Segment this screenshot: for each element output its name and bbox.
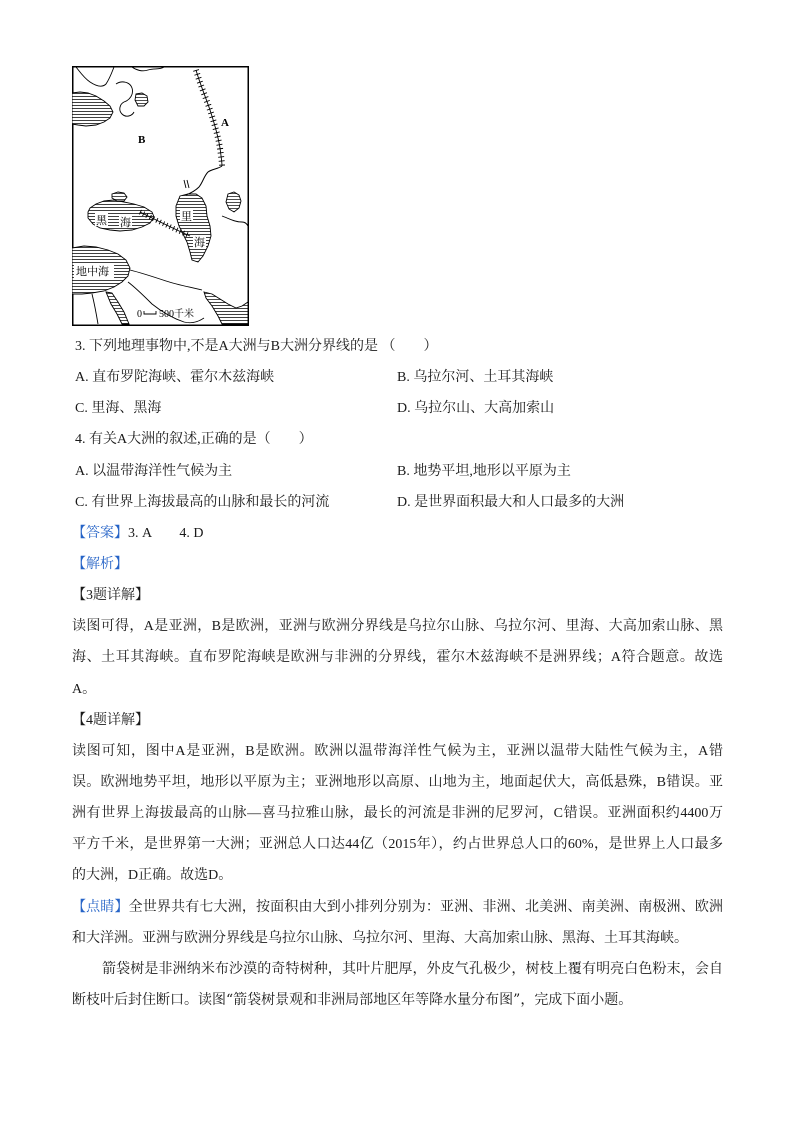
- scale-value: 500千米: [159, 309, 194, 320]
- question-4-option-c: C. 有世界上海拔最高的山脉和最长的河流: [75, 494, 330, 510]
- europe-asia-boundary-map: [72, 66, 249, 326]
- passage-line: 断枝叶后封住断口。读图“箭袋树景观和非洲局部地区年等降水量分布图”，完成下面小题。: [72, 991, 633, 1008]
- detail-4-line: 的大洲，D正确。故选D。: [72, 868, 233, 884]
- tip-label: 【点睛】: [72, 899, 129, 915]
- detail-4-line: 读图可知，图中A是亚洲，B是欧洲。欧洲以温带海洋性气候为主，亚洲以温带大陆性气候为主，A错: [72, 743, 723, 759]
- caspian-sea-label-2: 海: [194, 237, 205, 249]
- detail-4-line: 误。欧洲地势平坦，地形以平原为主；亚洲地形以高原、山地为主，地面起伏大，高低悬殊，B错误。亚: [72, 774, 723, 790]
- map-figure: [72, 66, 249, 326]
- question-4-option-d: D. 是世界面积最大和人口最多的大洲: [397, 494, 625, 510]
- exam-content: [72, 331, 723, 1016]
- passage-line: 箭袋树是非洲纳米布沙漠的奇特树种，其叶片肥厚，外皮气孔极少，树枝上覆有明亮白色粉末，会自: [102, 960, 723, 977]
- scale-zero: 0: [137, 309, 142, 320]
- analysis-label: 【解析】: [72, 556, 128, 572]
- detail-3-title: 【3题详解】: [72, 588, 149, 604]
- tip-line: [72, 892, 723, 923]
- question-4-stem: 4. 有关A大洲的叙述,正确的是（ ）: [75, 432, 313, 448]
- question-4-options-row-1: [72, 456, 723, 487]
- mediterranean-label: 地中海: [76, 266, 109, 278]
- black-sea-label-1: 黑: [96, 215, 107, 227]
- white-sea: [135, 93, 148, 106]
- detail-3-line: A。: [72, 681, 97, 697]
- continent-label-a: A: [221, 117, 229, 129]
- detail-3-line: 海、土耳其海峡。直布罗陀海峡是欧洲与非洲的分界线，霍尔木兹海峡不是洲界线；A符合题意。故选: [72, 650, 723, 666]
- detail-3-line: 读图可得，A是亚洲，B是欧洲，亚洲与欧洲分界线是乌拉尔山脉、乌拉尔河、里海、大高加索山脉、黑: [72, 619, 723, 635]
- tip-line: 和大洋洲。亚洲与欧洲分界线是乌拉尔山脉、乌拉尔河、里海、大高加索山脉、黑海、土耳其海峡。: [72, 930, 688, 946]
- answer-line: [72, 518, 723, 549]
- question-4-option-a: A. 以温带海洋性气候为主: [75, 463, 233, 479]
- question-3-option-c: C. 里海、黑海: [75, 401, 162, 417]
- question-3-options-row-1: [72, 362, 723, 393]
- detail-4-line: 平方千米，是世界第一大洲；亚洲总人口达44亿（2015年），约占世界总人口的60%，是世界上人口最多: [72, 837, 723, 853]
- continent-label-b: B: [138, 134, 146, 146]
- detail-4-line: 洲有世界上海拔最高的山脉—喜马拉雅山脉，最长的河流是非洲的尼罗河，C错误。亚洲面积约4400万: [72, 806, 723, 822]
- answer-text: 3. A 4. D: [128, 525, 204, 541]
- question-3-stem: 3. 下列地理事物中,不是A大洲与B大洲分界线的是 （ ）: [75, 339, 438, 354]
- question-3-option-a: A. 直布罗陀海峡、霍尔木兹海峡: [75, 370, 275, 386]
- question-4-options-row-2: [72, 487, 723, 518]
- black-sea-label-2: 海: [120, 217, 131, 229]
- detail-4-title: 【4题详解】: [72, 712, 149, 728]
- question-4-option-b: B. 地势平坦,地形以平原为主: [397, 463, 571, 479]
- tip-text: 全世界共有七大洲，按面积由大到小排列分别为：亚洲、非洲、北美洲、南美洲、南极洲、欧洲: [128, 899, 724, 915]
- question-3-options-row-2: [72, 393, 723, 424]
- question-3-option-d: D. 乌拉尔山、大高加索山: [397, 401, 555, 417]
- question-3-option-b: B. 乌拉尔河、土耳其海峡: [397, 370, 554, 386]
- answer-label: 【答案】: [72, 525, 128, 541]
- caspian-sea-label-1: 里: [181, 211, 192, 223]
